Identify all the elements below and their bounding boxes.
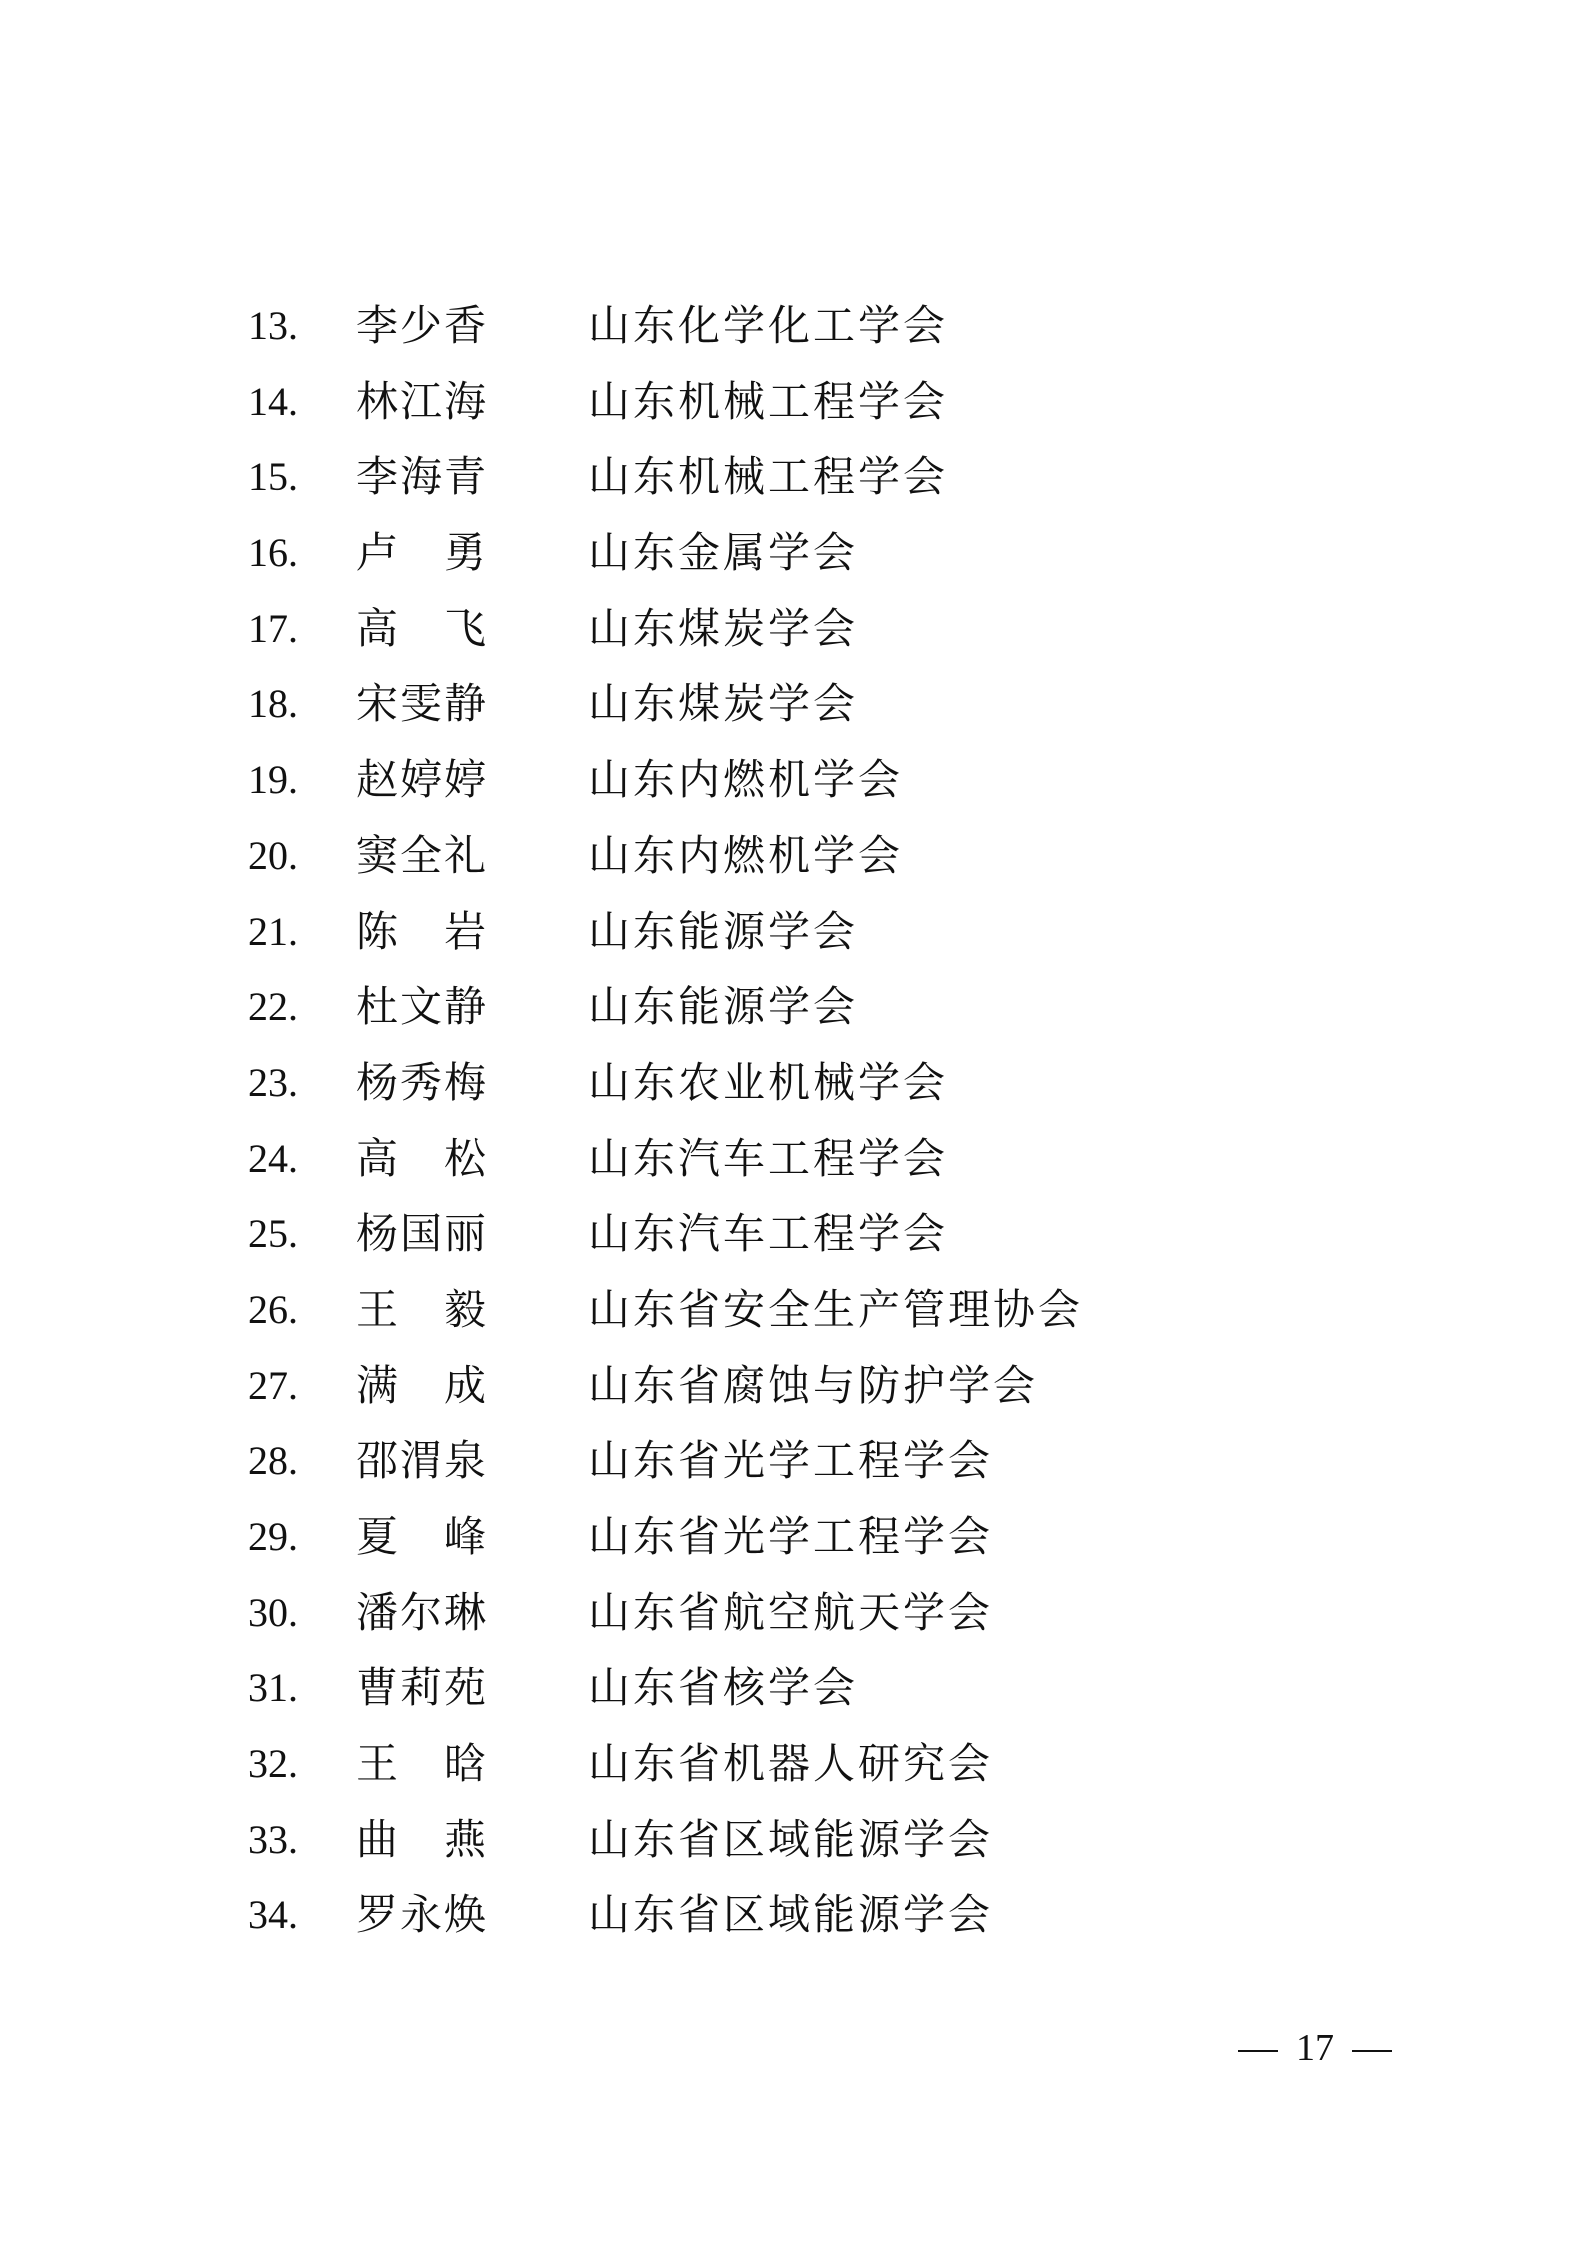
entry-number: 25.	[248, 1211, 298, 1257]
page-number: 17	[1296, 2027, 1334, 2069]
list-item	[0, 515, 1587, 591]
list-item	[0, 1650, 1587, 1726]
list-item	[0, 1575, 1587, 1651]
entry-number: 29.	[248, 1514, 298, 1559]
list-item	[0, 1726, 1587, 1802]
entry-number: 33.	[248, 1816, 298, 1862]
list-item	[0, 818, 1587, 894]
person-name: 杨秀梅	[356, 1057, 489, 1107]
list-item	[0, 1272, 1587, 1348]
organization-name: 山东能源学会	[588, 906, 859, 956]
list-item	[0, 1348, 1587, 1424]
person-name: 陈 岩	[356, 906, 489, 956]
entry-number: 31.	[248, 1665, 298, 1711]
right-dash	[1352, 2050, 1392, 2052]
person-name: 赵婷婷	[356, 755, 489, 805]
entry-number: 15.	[248, 454, 298, 500]
organization-name: 山东机械工程学会	[588, 376, 949, 426]
organization-name: 山东煤炭学会	[588, 603, 859, 653]
person-name: 卢 勇	[356, 528, 489, 578]
list-item	[0, 1877, 1587, 1953]
person-name: 邵渭泉	[356, 1436, 489, 1486]
entry-number: 20.	[248, 832, 298, 878]
person-name: 王 毅	[356, 1284, 489, 1334]
entry-number: 14.	[248, 378, 298, 424]
list-item	[0, 439, 1587, 515]
person-name: 夏 峰	[356, 1512, 489, 1561]
entry-number: 34.	[248, 1892, 298, 1938]
person-name: 高 飞	[356, 603, 489, 653]
organization-name: 山东内燃机学会	[588, 830, 904, 880]
person-name: 宋雯静	[356, 679, 489, 729]
entry-number: 26.	[248, 1286, 298, 1332]
entry-number: 17.	[248, 605, 298, 651]
organization-name: 山东省安全生产管理协会	[588, 1284, 1084, 1334]
list-item	[0, 1121, 1587, 1197]
entry-number: 27.	[248, 1362, 298, 1408]
list-item	[0, 1196, 1587, 1272]
organization-name: 山东能源学会	[588, 982, 859, 1032]
person-name: 曲 燕	[356, 1814, 489, 1864]
person-name: 潘尔琳	[356, 1587, 489, 1637]
organization-name: 山东汽车工程学会	[588, 1209, 949, 1259]
list-item	[0, 1045, 1587, 1121]
organization-name: 山东煤炭学会	[588, 679, 859, 729]
entry-number: 21.	[248, 908, 298, 954]
list-item	[0, 894, 1587, 970]
entry-number: 16.	[248, 530, 298, 576]
organization-name: 山东机械工程学会	[588, 452, 949, 502]
list-item	[0, 1499, 1587, 1575]
organization-name: 山东省核学会	[588, 1663, 859, 1713]
person-name: 林江海	[356, 376, 489, 426]
list-item	[0, 364, 1587, 440]
organization-name: 山东省区域能源学会	[588, 1890, 994, 1940]
organization-name: 山东金属学会	[588, 528, 859, 578]
organization-name: 山东内燃机学会	[588, 755, 904, 805]
organization-name: 山东汽车工程学会	[588, 1133, 949, 1183]
entry-number: 13.	[248, 303, 298, 348]
list-item	[0, 1802, 1587, 1878]
organization-name: 山东农业机械学会	[588, 1057, 949, 1107]
person-name: 杨国丽	[356, 1209, 489, 1259]
person-name: 罗永焕	[356, 1890, 489, 1940]
name-list	[0, 288, 1587, 1953]
person-name: 李少香	[356, 301, 489, 350]
entry-number: 32.	[248, 1741, 298, 1787]
person-name: 曹莉苑	[356, 1663, 489, 1713]
person-name: 窦全礼	[356, 830, 489, 880]
list-item	[0, 288, 1587, 364]
entry-number: 23.	[248, 1059, 298, 1105]
person-name: 满 成	[356, 1360, 489, 1410]
organization-name: 山东化学化工学会	[588, 301, 949, 350]
list-item	[0, 666, 1587, 742]
organization-name: 山东省腐蚀与防护学会	[588, 1360, 1039, 1410]
organization-name: 山东省航空航天学会	[588, 1587, 994, 1637]
organization-name: 山东省机器人研究会	[588, 1739, 994, 1789]
list-item	[0, 969, 1587, 1045]
organization-name: 山东省区域能源学会	[588, 1814, 994, 1864]
entry-number: 30.	[248, 1589, 298, 1635]
person-name: 李海青	[356, 452, 489, 502]
entry-number: 28.	[248, 1438, 298, 1484]
entry-number: 24.	[248, 1135, 298, 1181]
left-dash	[1238, 2050, 1278, 2052]
page-footer	[1238, 2026, 1392, 2070]
list-item	[0, 1423, 1587, 1499]
entry-number: 19.	[248, 757, 298, 803]
person-name: 王 晗	[356, 1739, 489, 1789]
list-item	[0, 591, 1587, 667]
entry-number: 22.	[248, 984, 298, 1030]
organization-name: 山东省光学工程学会	[588, 1436, 994, 1486]
person-name: 杜文静	[356, 982, 489, 1032]
person-name: 高 松	[356, 1133, 489, 1183]
list-item	[0, 742, 1587, 818]
organization-name: 山东省光学工程学会	[588, 1512, 994, 1561]
entry-number: 18.	[248, 681, 298, 727]
